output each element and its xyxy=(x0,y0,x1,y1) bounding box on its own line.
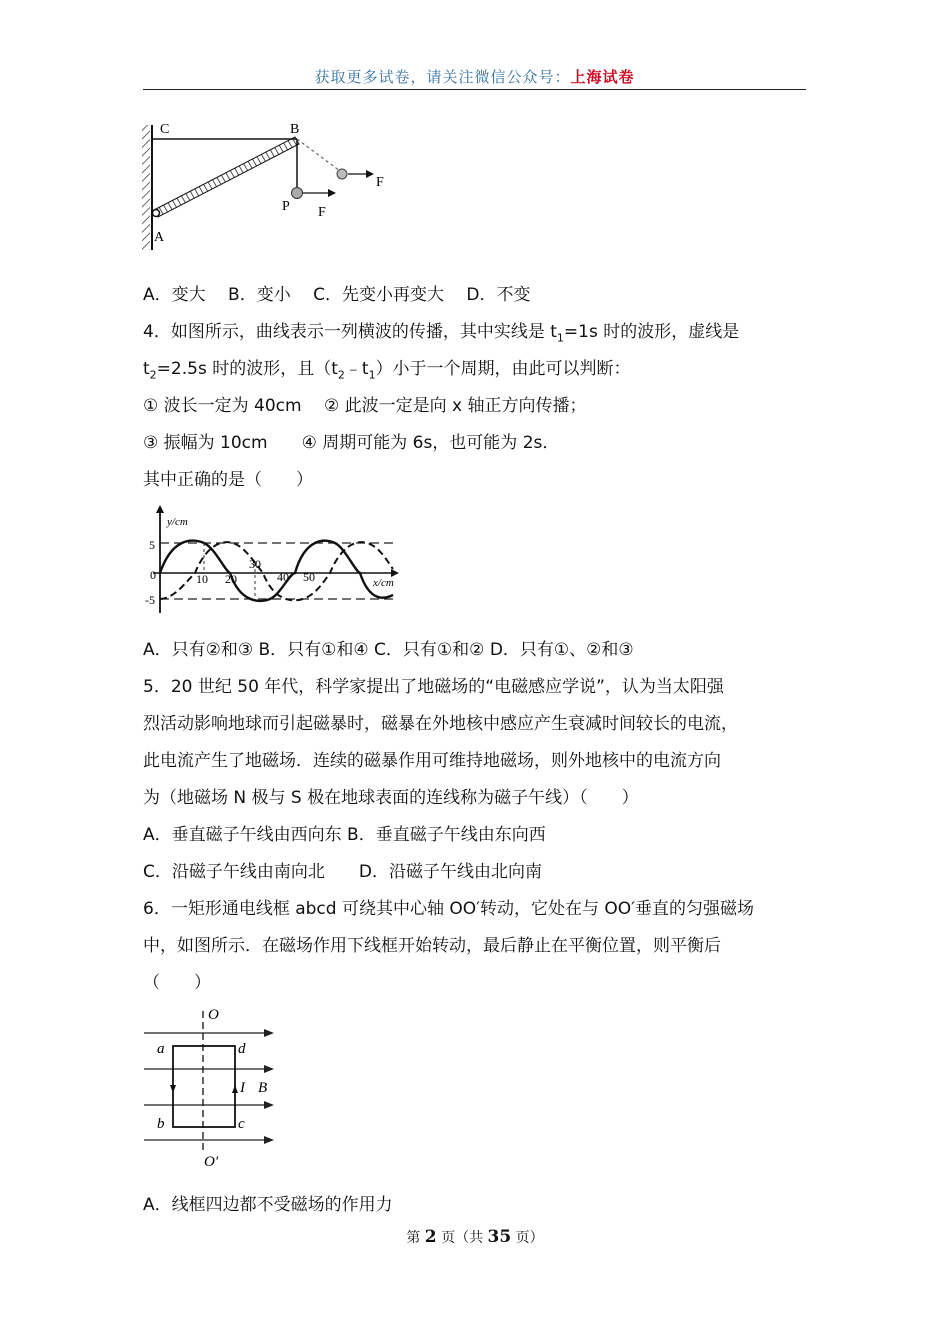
label-c: C xyxy=(160,122,170,137)
coil-abcd xyxy=(173,1046,235,1127)
x-tick-30: 30 xyxy=(249,557,261,571)
force-arrowhead-1 xyxy=(328,189,336,197)
label-o: O xyxy=(208,1007,219,1023)
ball-moved xyxy=(337,169,347,179)
label-b: B xyxy=(290,122,300,137)
figure-wave-graph xyxy=(145,503,405,618)
x-tick-20: 20 xyxy=(225,572,237,586)
page-total: 35 xyxy=(487,1227,512,1247)
q4-line-1: 4．如图所示，曲线表示一列横波的传播，其中实线是 $t_1=1s$ 时的波形，虚线是 xyxy=(143,322,740,345)
header-brand: 上海试卷 xyxy=(570,68,635,86)
q5-options-cd: C．沿磁子午线由南向北 D．沿磁子午线由北向南 xyxy=(143,862,542,882)
header-prefix: 获取更多试卷，请关注微信公众号： xyxy=(314,68,571,86)
x-tick-10: 10 xyxy=(196,572,208,586)
q5-line-2: 烈活动影响地球而引起磁暴时，磁暴在外地核中感应产生衰减时间较长的电流， xyxy=(143,714,738,734)
current-arrow-right xyxy=(232,1085,238,1093)
y-tick-0: 0 xyxy=(150,568,156,582)
figure-rod-wall xyxy=(140,115,400,255)
rope-dashed xyxy=(297,139,340,171)
q6-option-a: A．线框四边都不受磁场的作用力 xyxy=(143,1195,393,1215)
hinge-a xyxy=(153,210,160,217)
q4-line-2: $t_2=2.5s$ 时的波形，且$(t_2﹣t_1)$小于一个周期，由此可以判断： xyxy=(143,359,631,382)
label-o-prime: O′ xyxy=(204,1154,219,1168)
label-a: A xyxy=(154,230,165,245)
label-b: b xyxy=(157,1116,165,1132)
x-tick-50: 50 xyxy=(303,570,315,584)
label-i: I xyxy=(240,1080,245,1096)
x-tick-40: 40 xyxy=(277,570,289,584)
page-number: 2 xyxy=(424,1227,437,1247)
label-b-field: B xyxy=(258,1080,268,1096)
x-axis-arrowhead xyxy=(391,569,399,577)
wall-hatch xyxy=(142,125,150,250)
force-arrowhead-2 xyxy=(366,170,374,178)
y-axis-label: y/cm xyxy=(167,516,188,528)
header-rule xyxy=(143,89,806,90)
x-axis-label: x/cm xyxy=(373,577,394,589)
q4-options: A．只有②和③ B．只有①和④ C．只有①和② D．只有①、②和③ xyxy=(143,640,634,660)
label-f1: F xyxy=(318,205,326,220)
figure-coil-field xyxy=(140,1003,285,1168)
q3-options: A．变大 B．变小 C．先变小再变大 D．不变 xyxy=(143,285,531,305)
q5-line-4: 为（地磁场 N 极与 S 极在地球表面的连线称为磁子午线）（ ） xyxy=(143,788,639,808)
label-d: d xyxy=(238,1041,246,1057)
q4-statement-1: ① 波长一定为 40cm ② 此波一定是向 x 轴正方向传播； xyxy=(143,396,587,416)
q5-line-3: 此电流产生了地磁场．连续的磁暴作用可维持地磁场，则外地核中的电流方向 xyxy=(143,751,721,771)
label-p: P xyxy=(282,199,290,214)
y-tick-minus-5: -5 xyxy=(145,593,155,607)
y-tick-5: 5 xyxy=(149,538,155,552)
q5-options-ab: A．垂直磁子午线由西向东 B．垂直磁子午线由东向西 xyxy=(143,825,546,845)
page-header xyxy=(143,66,806,87)
rod-ab xyxy=(154,137,299,217)
q4-ask: 其中正确的是（ ） xyxy=(143,470,313,490)
q6-line-3: （ ） xyxy=(143,973,211,993)
current-arrow-left xyxy=(170,1085,176,1093)
q4-statement-2: ③ 振幅为 10cm ④ 周期可能为 6s，也可能为 2s． xyxy=(143,433,560,453)
q6-line-1: 6．一矩形通电线框 abcd 可绕其中心轴 OO′转动，它处在与 OO′垂直的匀强磁场 xyxy=(143,899,755,919)
q6-line-2: 中，如图所示．在磁场作用下线框开始转动，最后静止在平衡位置，则平衡后 xyxy=(143,936,721,956)
q5-line-1: 5．20 世纪 50 年代，科学家提出了地磁场的“电磁感应学说”，认为当太阳强 xyxy=(143,677,724,697)
label-a: a xyxy=(157,1041,165,1057)
y-axis-arrowhead xyxy=(156,505,164,513)
label-c: c xyxy=(238,1116,245,1132)
label-f2: F xyxy=(376,175,384,190)
ball-p xyxy=(292,188,303,199)
page-footer: 第 2 页（共 35 页） xyxy=(406,1227,544,1247)
